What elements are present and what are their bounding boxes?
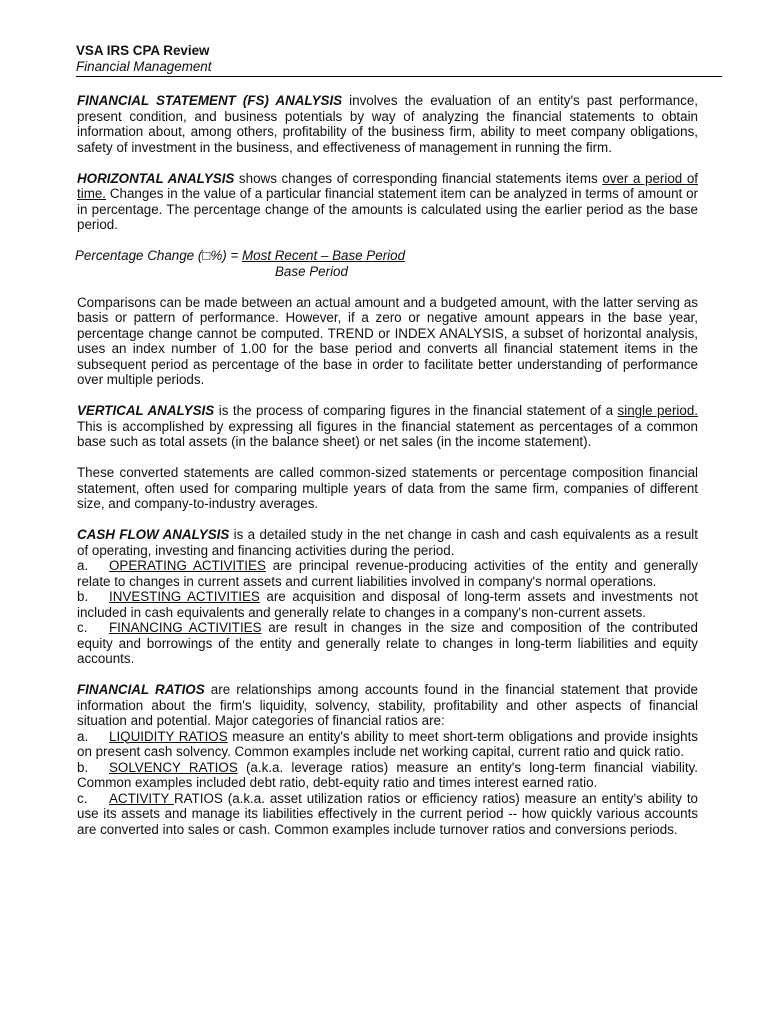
fs-analysis-text: involves the evaluation of an entity's past performance, present condition, and business potentials by way of analyzing the financial statements to obtain information about, among others, profitability of the business firm, ability to meet company obligations, safety of investment in the business, and effectiveness of management in running the firm.: [77, 93, 699, 155]
vertical-underline: single period.: [617, 403, 698, 418]
horizontal-analysis-paragraph: [77, 171, 698, 233]
horizontal-underline-2: time.: [77, 186, 107, 201]
list-text: are principal revenue-producing activities of the entity and generally relate to changes in current assets and current liabilities involved in company's normal operations.: [77, 558, 698, 589]
list-item: [77, 589, 698, 620]
fs-analysis-paragraph: [77, 93, 698, 155]
list-label: c.: [77, 620, 88, 635]
financial-ratios-text: are relationships among accounts found in the financial statement that provide information about the firm's liquidity, solvency, stability, profitability and other aspects of financial situation and potential. Major categories of financial ratios are:: [77, 682, 698, 728]
list-item: [77, 791, 698, 838]
list-label: b.: [77, 589, 89, 604]
vertical-analysis-term: VERTICAL ANALYSIS: [77, 403, 215, 418]
document-body: [77, 93, 698, 837]
list-item: [77, 729, 698, 760]
formula-left: Percentage Change (□%) =: [75, 248, 243, 263]
horizontal-text-1: shows changes of corresponding financial statements items: [234, 170, 603, 186]
list-term: INVESTING ACTIVITIES: [109, 589, 260, 604]
cash-flow-text: is a detailed study in the net change in cash and cash equivalents as a result of operating, investing and financing activities during the period.: [77, 527, 698, 558]
header-title: VSA IRS CPA Review: [76, 43, 210, 58]
horizontal-underline-1: over a period of: [602, 170, 698, 186]
vertical-text-2: This is accomplished by expressing all figures in the financial statement as percentages of a common base such as total assets (in the balance sheet) or net sales (in the income statement).: [77, 418, 698, 449]
vertical-text-1: is the process of comparing figures in the financial statement of a: [214, 403, 618, 418]
formula-numerator: Most Recent – Base Period: [242, 248, 406, 263]
list-term: FINANCING ACTIVITIES: [109, 620, 262, 635]
list-label: a.: [77, 728, 89, 744]
list-item: [77, 620, 698, 667]
header-subtitle: Financial Management: [76, 59, 212, 74]
list-term: SOLVENCY RATIOS: [109, 759, 238, 775]
list-text: (a.k.a. leverage ratios) measure an entity's long-term financial viability. Common examples included debt ratio, debt-equity ratio and times interest earned ratio.: [77, 759, 698, 790]
list-label: c.: [77, 790, 88, 806]
comparisons-paragraph: Comparisons can be made between an actual amount and a budgeted amount, with the latter serving as basis or pattern of performance. However, if a zero or negative amount appears in the base year, percentage change cannot be computed. TREND or INDEX ANALYSIS, a subset of horizontal analysis, uses an index number of 1.00 for the base period and converts all financial statement items in the subsequent period as percentage of the base in order to facilitate better understanding of performance over multiple periods.: [77, 294, 698, 387]
list-term: LIQUIDITY RATIOS: [109, 728, 228, 744]
list-text: are acquisition and disposal of long-term assets and investments not included in cash equivalents and generally relate to changes in a company's non-current assets.: [77, 589, 698, 620]
list-term: OPERATING ACTIVITIES: [109, 558, 266, 573]
vertical-analysis-paragraph: [77, 403, 698, 450]
list-text: (a.k.a. asset utilization ratios or efficiency ratios) measure an entity's ability to use its assets and manage its liabilities effectively in the current period -- how quickly various accounts are converted into sales or cash. Common examples include turnover ratios and conversions periods.: [77, 790, 698, 837]
financial-ratios-term: FINANCIAL RATIOS: [77, 682, 205, 697]
list-label: a.: [77, 558, 89, 573]
list-item: [77, 760, 698, 791]
formula-denominator: Base Period: [275, 263, 348, 279]
financial-ratios-paragraph: [77, 682, 698, 729]
list-item: [77, 558, 698, 589]
horizontal-text-2: Changes in the value of a particular financial statement item can be analyzed in terms of amount or in percentage. The percentage change of the amounts is calculated using the earlier period as the base period.: [77, 186, 698, 232]
list-label: b.: [77, 759, 89, 775]
percentage-change-formula: [75, 248, 698, 279]
page-header: [76, 43, 722, 77]
list-text: measure an entity's ability to meet short-term obligations and provide insights on present cash solvency. Common examples include net working capital, current ratio and quick ratio.: [77, 728, 698, 759]
cash-flow-term: CASH FLOW ANALYSIS: [77, 527, 230, 542]
horizontal-analysis-term: HORIZONTAL ANALYSIS: [77, 170, 235, 186]
cash-flow-paragraph: [77, 527, 698, 558]
fs-analysis-term: FINANCIAL STATEMENT (FS) ANALYSIS: [77, 93, 343, 108]
common-sized-paragraph: These converted statements are called common-sized statements or percentage composition financial statement, often used for comparing multiple years of data from the same firm, companies of different size, and company-to-industry averages.: [77, 465, 698, 511]
list-text: are result in changes in the size and composition of the contributed equity and borrowings of the entity and generally relate to changes in long-term liabilities and equity accounts.: [77, 620, 698, 666]
list-term: ACTIVITY: [109, 790, 174, 806]
list-term-rest: RATIOS: [173, 790, 223, 806]
